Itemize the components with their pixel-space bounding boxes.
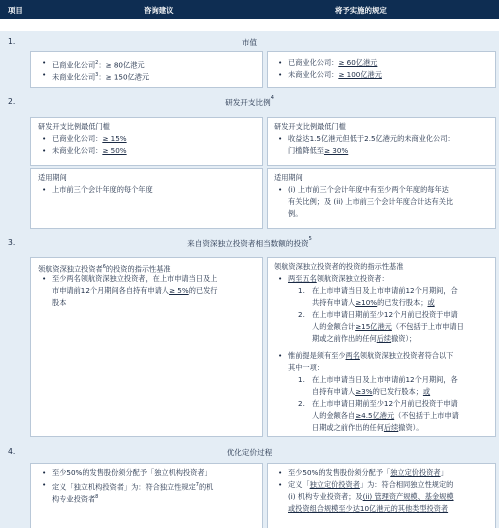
s3-num-2: 2. xyxy=(298,310,305,319)
header-rules: 将予实施的规定 xyxy=(335,6,387,15)
s4-right-bullet-2: • 定义「独立定价投资者」为：符合相同独立性规定的 xyxy=(288,479,453,491)
s3-r-j1-2: 自持有申请人≥3%的已发行股本；或 xyxy=(312,387,431,396)
section-1-right-box xyxy=(267,51,496,88)
section-2-right-threshold-box xyxy=(267,117,496,166)
s1-right-bullet-2: • 未商业化公司：≥ 100亿港元 xyxy=(288,69,382,81)
s2-right-period-2: 有关比例；及 (ii) 上市前三个会计年度合计达有关比 xyxy=(288,197,454,206)
s3-r-i2-3: 期或之前作出的任何后续撤资）； xyxy=(312,334,417,343)
s3-right-bullet-1: • 两至五名领航资深独立投资者： xyxy=(288,273,389,285)
s3-r-j1-1: 在上市申请当日及上市申请前12个月期间，各 xyxy=(312,375,458,384)
s1-right-bullet-1: • 已商业化公司：≥ 60亿港元 xyxy=(288,57,377,69)
s3-r-i2-2: 人的金额合计≥15亿港元（不包括于上市申请日 xyxy=(312,322,464,331)
section-4-title: 优化定价过程 xyxy=(226,448,273,457)
section-3-title: 来自资深独立投资者相当数额的投资$^5$ xyxy=(187,236,312,248)
s2-right-bullet-cont: 门槛降低至≥ 30% xyxy=(288,146,349,155)
s2-left-period: • 上市前三个会计年度的每个年度 xyxy=(52,184,153,196)
s2-right-bullet: • 收益达1.5亿港元但低于2.5亿港元的未商业化公司： xyxy=(288,133,455,145)
s3-r-j2-1: 在上市申请日期前至少12个月前已投资于申请 xyxy=(312,399,458,408)
section-4-right-box xyxy=(267,463,496,528)
section-2-right-period-box xyxy=(267,168,496,229)
s3-num-1: 1. xyxy=(298,286,305,295)
section-1-left-box xyxy=(30,51,263,88)
s4-right-bullet-1: • 至少50%的发售股份须分配予「独立定价投资者」 xyxy=(288,467,448,479)
s4-right-bullet-2-l3: 或投资组合规模至少达10亿港元的其他类型投资者 xyxy=(288,504,449,513)
s4-left-bullet-2: • 定义「独立机构投资者」为：符合独立性规定$^7$的机 xyxy=(52,479,213,494)
s3-num-4: 2. xyxy=(298,399,305,408)
s4-right-bullet-2-l2: (i) 机构专业投资者；及(ii) 管理资产规模、基金规模 xyxy=(288,492,454,501)
s2-left-bullet-1: • 已商业化公司：≥ 15% xyxy=(52,133,127,145)
section-3-right-box xyxy=(267,257,496,437)
section-2-title: 研发开支比例$^4$ xyxy=(225,95,274,107)
s2-right-period-1: • (i) 上市前三个会计年度中有至少两个年度的每年达 xyxy=(288,184,449,196)
section-2-number: 2. xyxy=(8,97,16,106)
section-2-left-threshold-box xyxy=(30,117,263,166)
s3-right-bullet-2-cont: 其中一项： xyxy=(288,363,324,372)
s3-left-head: 领航资深独立投资者$^6$的投资的指示性基准 xyxy=(38,264,171,274)
s3-r-i1-2: 共持有申请人≥10%的已发行股本；或 xyxy=(312,298,435,307)
s2-right-period-head: 适用期间 xyxy=(274,173,303,182)
s3-r-j2-2: 人的金额各自≥4.5亿港元（不包括于上市申请 xyxy=(312,411,459,420)
table-header xyxy=(0,0,499,19)
section-2-left-period-box xyxy=(30,168,263,229)
s3-left-bullet-l1: • 至少两名领航资深独立投资者，在上市申请当日及上 xyxy=(52,273,217,285)
s3-r-i1-1: 在上市申请当日及上市申请前12个月期间，合 xyxy=(312,286,458,295)
s2-right-head: 研发开支比例最低门槛 xyxy=(274,122,346,131)
s3-r-i2-1: 在上市申请日期前至少12个月前已投资于申请 xyxy=(312,310,458,319)
section-1-number: 1. xyxy=(8,37,16,46)
section-3-number: 3. xyxy=(8,238,16,247)
section-4-number: 4. xyxy=(8,447,16,456)
s4-left-bullet-2-cont: 构专业投资者$^8$ xyxy=(52,494,99,504)
section-1-title: 市值 xyxy=(241,38,258,47)
header-item: 项目 xyxy=(8,6,23,15)
s1-left-bullet-1: • 已商业化公司$^2$：≥ 80亿港元 xyxy=(52,57,145,72)
s3-right-head: 领航资深独立投资者的投资的指示性基准 xyxy=(274,262,404,271)
s2-left-head: 研发开支比例最低门槛 xyxy=(38,122,110,131)
s2-left-bullet-2: • 未商业化公司：≥ 50% xyxy=(52,145,127,157)
s3-left-bullet-l3: 股本 xyxy=(52,298,67,307)
s2-right-period-3: 例。 xyxy=(288,209,303,218)
s4-left-bullet-1: • 至少50%的发售股份须分配予「独立机构投资者」 xyxy=(52,467,212,479)
s3-num-3: 1. xyxy=(298,375,305,384)
section-3-left-box xyxy=(30,257,263,437)
s2-left-period-head: 适用期间 xyxy=(38,173,67,182)
header-advice: 咨询建议 xyxy=(144,6,174,15)
s1-left-bullet-2: • 未商业化公司$^3$：≥ 150亿港元 xyxy=(52,69,149,84)
s3-r-j2-3: 日期或之前作出的任何后续撤资）。 xyxy=(312,423,424,432)
s3-right-bullet-2: • 惟前提是须有至少两名领航资深独立投资者符合以下 xyxy=(288,350,453,362)
section-4-left-box xyxy=(30,463,263,528)
s3-left-bullet-l2: 市申请前12个月期间各自持有申请人≥ 5%的已发行 xyxy=(52,286,218,295)
